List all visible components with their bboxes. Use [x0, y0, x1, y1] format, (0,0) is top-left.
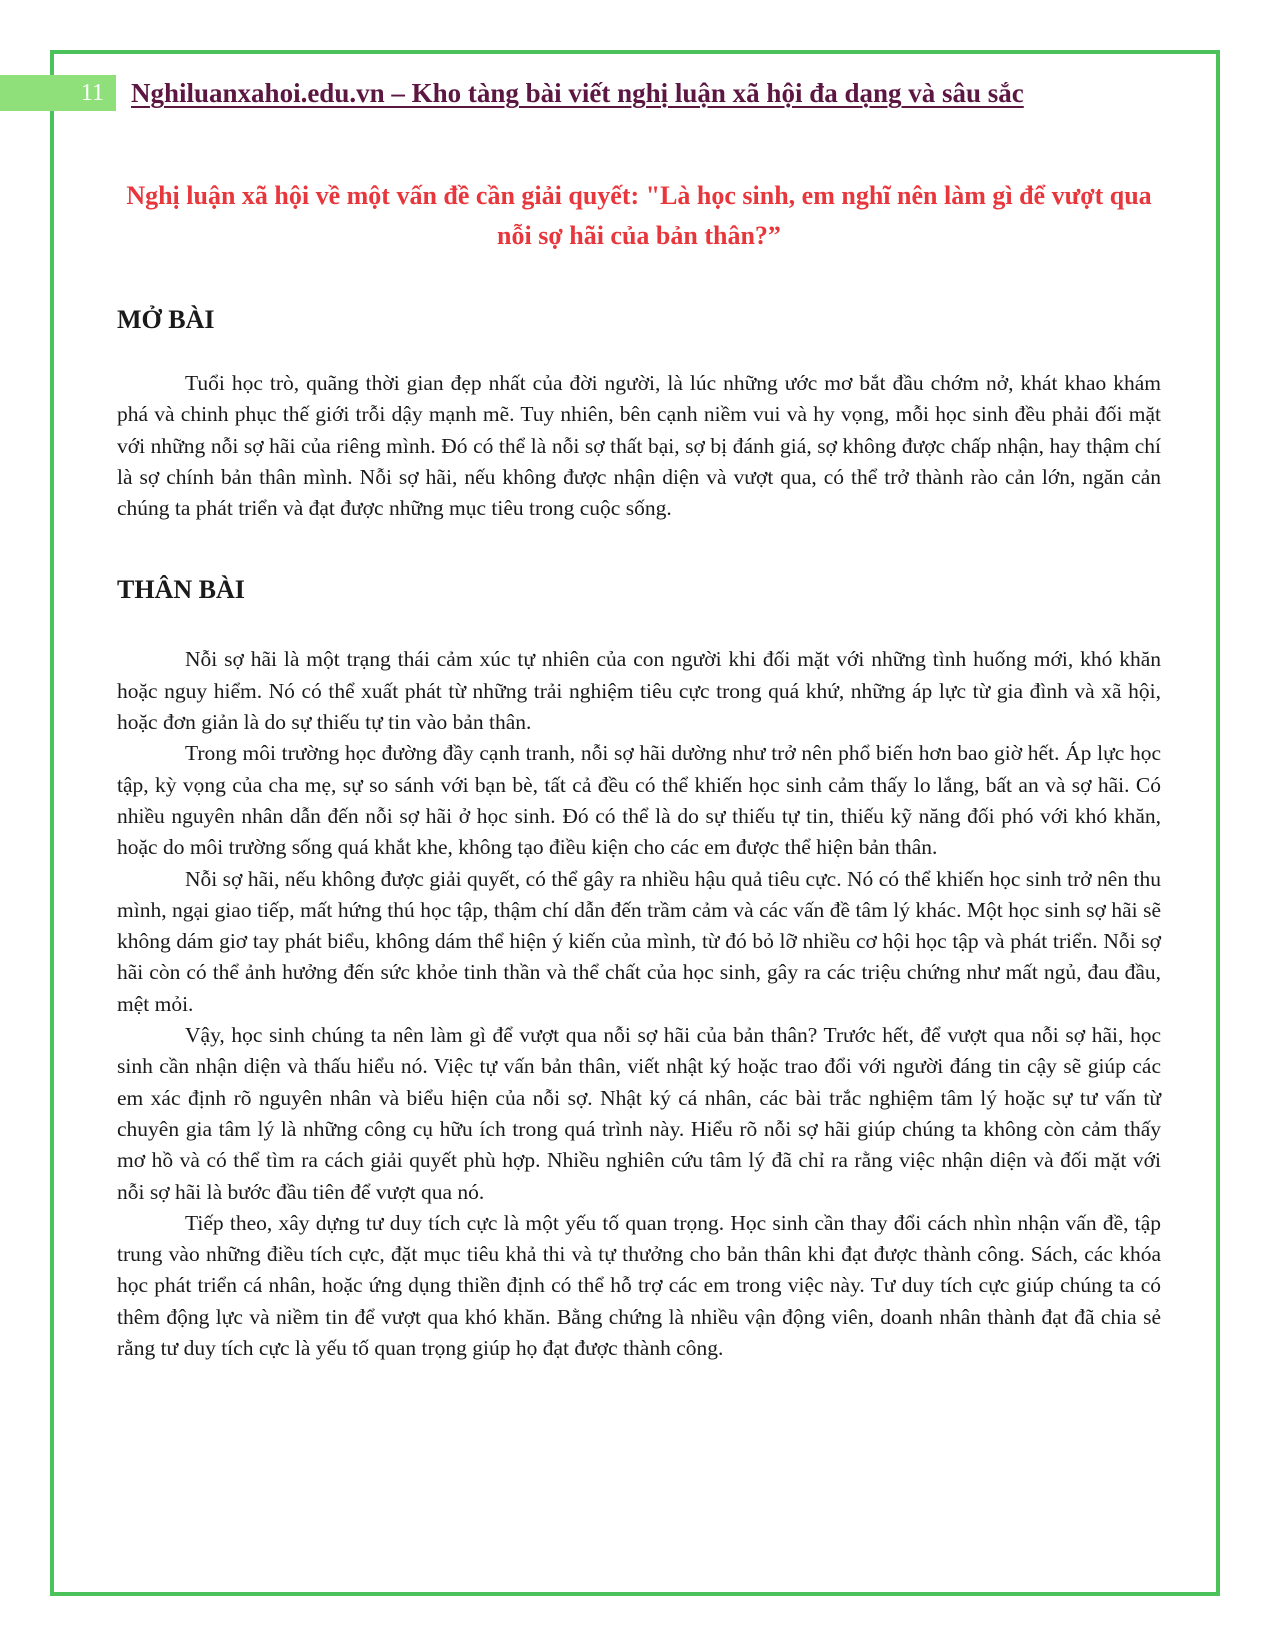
document-title: Nghị luận xã hội về một vấn đề cần giải quyết: "Là học sinh, em nghĩ nên làm gì để vượt qua nỗi sợ hãi của bản thân?”	[126, 181, 1152, 250]
paragraph: Tiếp theo, xây dựng tư duy tích cực là một yếu tố quan trọng. Học sinh cần thay đổi cách nhìn nhận vấn đề, tập trung vào những điều tích cực, đặt mục tiêu khả thi và tự thưởng cho bản thân khi đạt được thành công. Sách, các khóa học phát triển cá nhân, hoặc ứng dụng thiền định có thể hỗ trợ các em trong việc này. Tư duy tích cực giúp chúng ta có thêm động lực và niềm tin để vượt qua khó khăn. Bằng chứng là nhiều vận động viên, doanh nhân thành đạt đã chia sẻ rằng tư duy tích cực là yếu tố quan trọng giúp họ đạt được thành công.	[117, 1210, 1161, 1361]
paragraph: Nỗi sợ hãi là một trạng thái cảm xúc tự nhiên của con người khi đối mặt với những tình huống mới, khó khăn hoặc nguy hiểm. Nó có thể xuất phát từ những trải nghiệm tiêu cực trong quá khứ, những áp lực từ gia đình và xã hội, hoặc đơn giản là do sự thiếu tự tin vào bản thân.	[117, 647, 1161, 735]
paragraph: Vậy, học sinh chúng ta nên làm gì để vượt qua nỗi sợ hãi của bản thân? Trước hết, để vượt qua nỗi sợ hãi, học sinh cần nhận diện và thấu hiểu nó. Việc tự vấn bản thân, viết nhật ký hoặc trao đổi với người đáng tin cậy sẽ giúp các em xác định rõ nguyên nhân và biểu hiện của nỗi sợ. Nhật ký cá nhân, các bài trắc nghiệm tâm lý hoặc sự tư vấn từ chuyên gia tâm lý là những công cụ hữu ích trong quá trình này. Hiểu rõ nỗi sợ hãi giúp chúng ta không còn cảm thấy mơ hồ và có thể tìm ra cách giải quyết phù hợp. Nhiều nghiên cứu tâm lý đã chỉ ra rằng việc nhận diện và đối mặt với nỗi sợ hãi là bước đầu tiên để vượt qua nó.	[117, 1023, 1161, 1204]
paragraph: Trong môi trường học đường đầy cạnh tranh, nỗi sợ hãi dường như trở nên phổ biến hơn bao giờ hết. Áp lực học tập, kỳ vọng của cha mẹ, sự so sánh với bạn bè, tất cả đều có thể khiến học sinh cảm thấy lo lắng, bất an và sợ hãi. Có nhiều nguyên nhân dẫn đến nỗi sợ hãi ở học sinh. Đó có thể là do sự thiếu tự tin, thiếu kỹ năng đối phó với khó khăn, hoặc do môi trường sống quá khắt khe, không tạo điều kiện cho các em được thể hiện bản thân.	[117, 741, 1161, 860]
site-title-link[interactable]: Nghiluanxahoi.edu.vn – Kho tàng bài viết nghị luận xã hội đa dạng và sâu sắc	[131, 78, 1024, 108]
paragraph: Nỗi sợ hãi, nếu không được giải quyết, có thể gây ra nhiều hậu quả tiêu cực. Nó có thể khiến học sinh trở nên thu mình, ngại giao tiếp, mất hứng thú học tập, thậm chí dẫn đến trầm cảm và các vấn đề tâm lý khác. Một học sinh sợ hãi sẽ không dám giơ tay phát biểu, không dám thể hiện ý kiến của mình, từ đó bỏ lỡ nhiều cơ hội học tập và phát triển. Nỗi sợ hãi còn có thể ảnh hưởng đến sức khỏe tinh thần và thể chất của học sinh, gây ra các triệu chứng như mất ngủ, đau đầu, mệt mỏi.	[117, 866, 1161, 1016]
paragraph: Tuổi học trò, quãng thời gian đẹp nhất của đời người, là lúc những ước mơ bắt đầu chớm nở, khát khao khám phá và chinh phục thế giới trỗi dậy mạnh mẽ. Tuy nhiên, bên cạnh niềm vui và hy vọng, mỗi học sinh đều phải đối mặt với những nỗi sợ hãi của riêng mình. Đó có thể là nỗi sợ thất bại, sợ bị đánh giá, sợ không được chấp nhận, hay thậm chí là sợ chính bản thân mình. Nỗi sợ hãi, nếu không được nhận diện và vượt qua, có thể trở thành rào cản lớn, ngăn cản chúng ta phát triển và đạt được những mục tiêu trong cuộc sống.	[117, 371, 1161, 521]
section-heading-mo-bai: MỞ BÀI	[117, 305, 215, 334]
section-heading-than-bai: THÂN BÀI	[117, 575, 245, 605]
document-body	[117, 176, 1161, 1364]
page-number: 11	[0, 75, 116, 111]
